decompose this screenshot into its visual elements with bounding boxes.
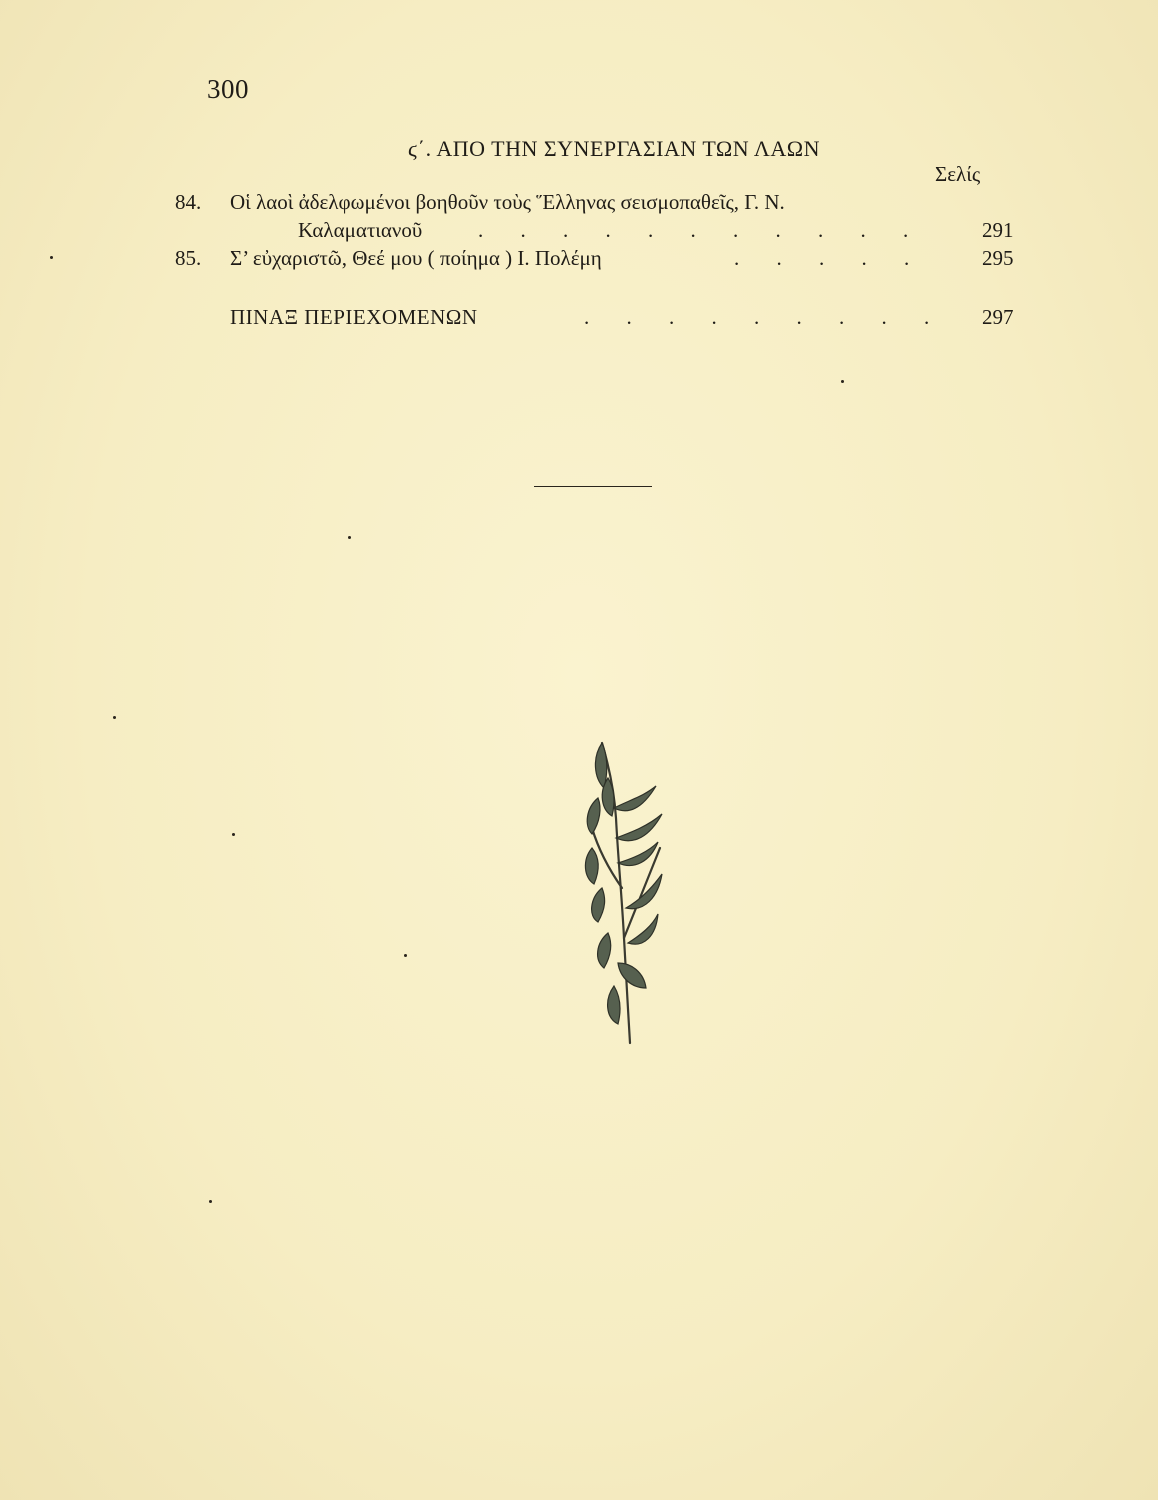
paper-speck xyxy=(50,256,53,259)
entry-page: 291 xyxy=(982,218,1014,242)
page-number: 300 xyxy=(207,74,249,104)
entry-title-continued: Καλαματιανοῦ xyxy=(298,218,423,242)
olive-branch-icon xyxy=(578,738,668,1048)
paper-speck xyxy=(841,380,844,383)
divider-rule xyxy=(534,486,652,487)
paper-speck xyxy=(209,1200,212,1203)
section-title: ϛ΄. ΑΠΟ ΤΗΝ ΣΥΝΕΡΓΑΣΙΑΝ ΤΩΝ ΛΑΩΝ xyxy=(408,136,820,161)
paper-speck xyxy=(348,536,351,539)
page-column-header: Σελίς xyxy=(935,162,981,186)
entry-title: Σ’ εὐχαριστῶ, Θεέ μου ( ποίημα ) Ι. Πολέμη xyxy=(230,246,602,270)
entry-page: 295 xyxy=(982,246,1014,270)
toc-entry xyxy=(0,190,1158,220)
entry-title: Οἱ λαοὶ ἀδελφωμένοι βοηθοῦν τοὺς Ἕλληνας σεισμοπαθεῖς, Γ. Ν. xyxy=(230,190,785,214)
dot-leader: . . . . . . . . . . . xyxy=(478,218,925,242)
paper-speck xyxy=(404,954,407,957)
paper-speck xyxy=(113,716,116,719)
toc-entry xyxy=(0,246,1158,276)
paper-speck xyxy=(232,833,235,836)
toc-entry-continuation xyxy=(0,218,1158,248)
contents-title: ΠΙΝΑΞ ΠΕΡΙΕΧΟΜΕΝΩΝ xyxy=(230,305,478,329)
entry-number: 85. xyxy=(175,246,202,270)
dot-leader: . . . . . xyxy=(734,246,926,270)
dot-leader: . . . . . . . . . xyxy=(584,305,946,329)
contents-page: 297 xyxy=(982,305,1014,329)
toc-contents-line xyxy=(0,305,1158,335)
entry-number: 84. xyxy=(175,190,202,214)
